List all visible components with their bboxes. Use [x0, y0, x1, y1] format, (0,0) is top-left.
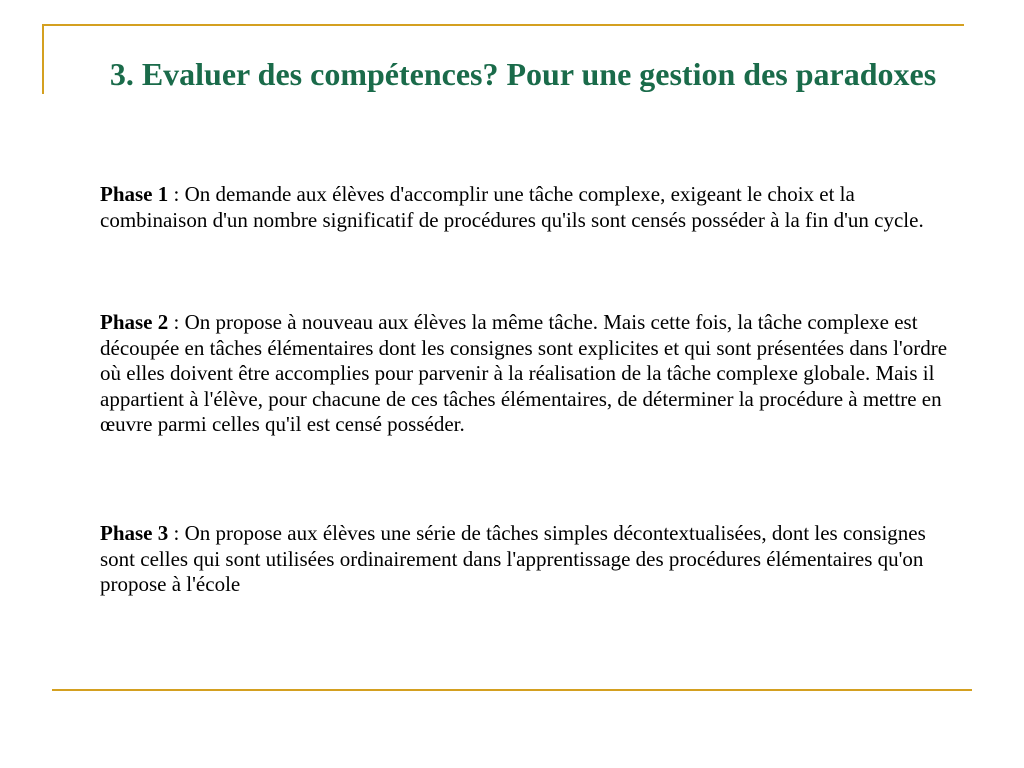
phase-2-label: Phase 2 [100, 310, 169, 334]
phase-3-label: Phase 3 [100, 521, 169, 545]
slide-title: 3. Evaluer des compétences? Pour une gestion des paradoxes [109, 56, 937, 92]
phase-3-separator: : [168, 521, 185, 545]
phase-1-separator: : [168, 182, 185, 206]
phase-3-text: On propose aux élèves une série de tâches simples décontextualisées, dont les consignes sont celles qui sont utilisées ordinairement dans l'apprentissage des procédures élémentaires qu'on propose à l'école [100, 521, 926, 596]
phase-2-text: On propose à nouveau aux élèves la même tâche. Mais cette fois, la tâche complexe est découpée en tâches élémentaires dont les consignes sont explicites et qui sont présentées dans l'ordre où elles doivent être accomplies pour parvenir à la réalisation de la tâche complexe globale. Mais il appartient à l'élève, pour chacune de ces tâches élémentaires, de déterminer la procédure à mettre en œuvre parmi celles qu'il est censé posséder. [100, 310, 948, 436]
phase-1-paragraph [100, 182, 966, 233]
phase-2-separator: : [168, 310, 185, 334]
phase-2-paragraph [100, 310, 966, 438]
frame-top-line [42, 24, 964, 26]
phase-1-label: Phase 1 [100, 182, 169, 206]
phase-3-paragraph [100, 521, 966, 598]
frame-bottom-line [52, 689, 972, 691]
frame-left-line [42, 24, 44, 94]
phase-1-text: On demande aux élèves d'accomplir une tâche complexe, exigeant le choix et la combinaison d'un nombre significatif de procédures qu'ils sont censés posséder à la fin d'un cycle. [100, 182, 924, 232]
